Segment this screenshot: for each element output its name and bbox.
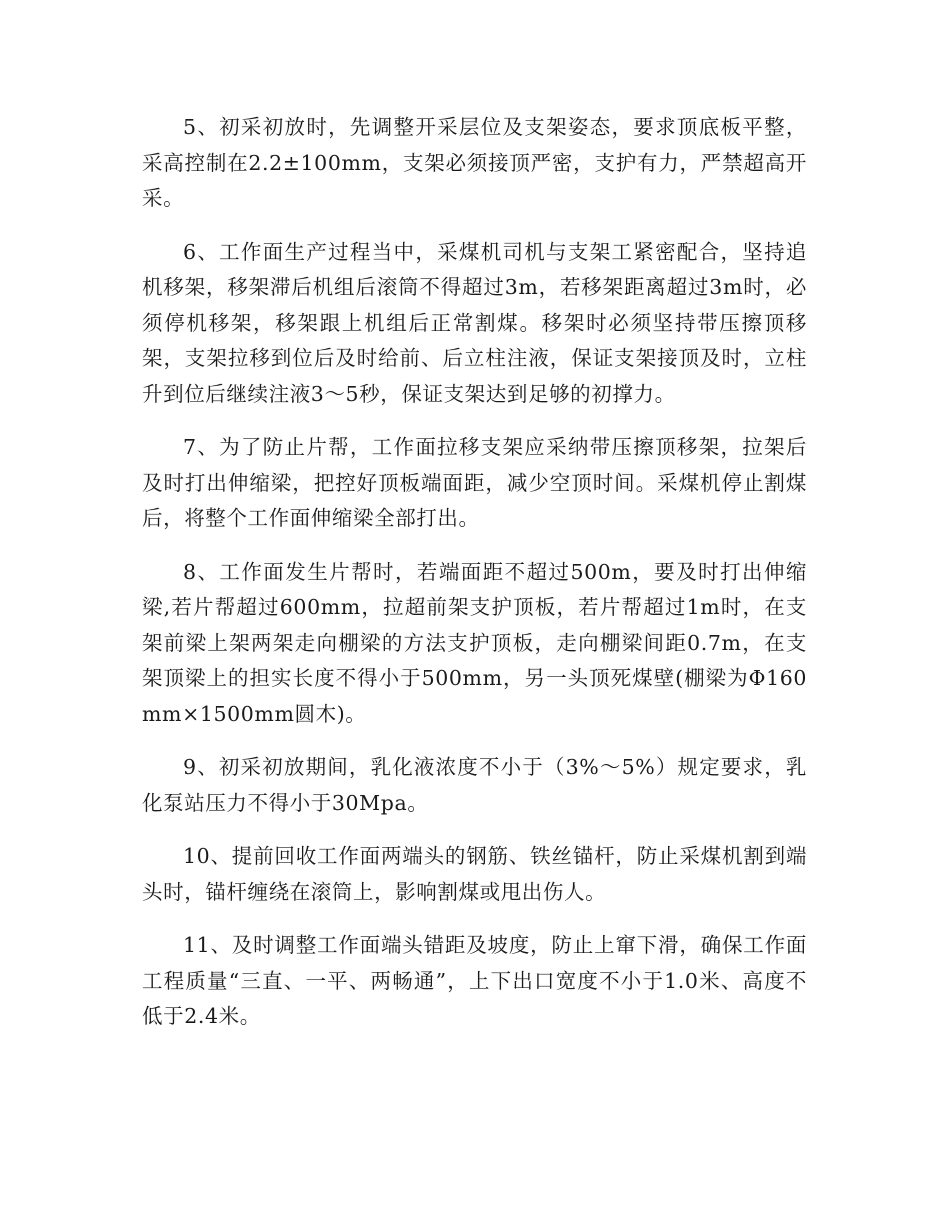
paragraph-8: 8、工作面发生片帮时，若端面距不超过500m，要及时打出伸缩梁,若片帮超过600mm，拉超前架支护顶板，若片帮超过1m时，在支架前梁上架两架走向棚梁的方法支护顶板，走向棚梁间距0.7m，在支架顶梁上的担实长度不得小于500mm，另一头顶死煤壁(棚梁为Φ160mm×1500mm圆木)。 (142, 559, 807, 726)
paragraph-11: 11、及时调整工作面端头错距及坡度，防止上窜下滑，确保工作面工程质量“三直、一平、两畅通”，上下出口宽度不小于1.0米、高度不低于2.4米。 (142, 933, 807, 1028)
paragraph-7: 7、为了防止片帮，工作面拉移支架应采纳带压擦顶移架，拉架后及时打出伸缩梁，把控好顶板端面距，减少空顶时间。采煤机停止割煤后，将整个工作面伸缩梁全部打出。 (142, 435, 807, 530)
paragraph-10: 10、提前回收工作面两端头的钢筋、铁丝锚杆，防止采煤机割到端头时，锚杆缠绕在滚筒上，影响割煤或甩出伤人。 (142, 844, 807, 904)
paragraph-5: 5、初采初放时，先调整开采层位及支架姿态，要求顶底板平整，采高控制在2.2±100mm，支架必须接顶严密，支护有力，严禁超高开采。 (142, 115, 807, 210)
paragraph-6: 6、工作面生产过程当中，采煤机司机与支架工紧密配合，坚持追机移架，移架滞后机组后滚筒不得超过3m，若移架距离超过3m时，必须停机移架，移架跟上机组后正常割煤。移架时必须坚持带压擦顶移架，支架拉移到位后及时给前、后立柱注液，保证支架接顶及时，立柱升到位后继续注液3～5秒，保证支架达到足够的初撑力。 (142, 239, 807, 406)
document-body (142, 110, 807, 1053)
paragraph-9: 9、初采初放期间，乳化液浓度不小于（3%～5%）规定要求，乳化泵站压力不得小于30Mpa。 (142, 755, 807, 815)
